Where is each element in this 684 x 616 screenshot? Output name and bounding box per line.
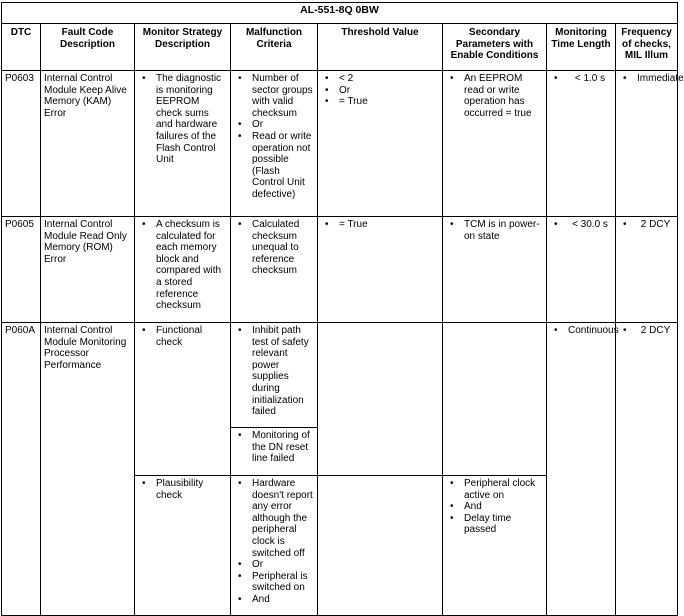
- dtc-code: P060A: [2, 323, 41, 616]
- list-item: • A checksum is calculated for each memory block and compared with a stored reference checksum: [138, 219, 227, 312]
- table-row: [2, 323, 678, 428]
- list-item: • < 1.0 s: [550, 73, 612, 85]
- header-monitor-strategy: Monitor Strategy Description: [135, 24, 231, 71]
- list-item: • Or: [234, 559, 314, 571]
- threshold-value: [318, 323, 443, 476]
- table-row: [2, 71, 678, 217]
- list-item: • Plausibility check: [138, 478, 227, 501]
- header-threshold-value: Threshold Value: [318, 24, 443, 71]
- list-item: • Immediate: [619, 73, 674, 85]
- list-item: • Or: [321, 85, 439, 97]
- list-item: • < 2: [321, 73, 439, 85]
- list-item: • Inhibit path test of safety relevant power supplies during initialization failed: [234, 325, 314, 418]
- list-item: • An EEPROM read or write operation has occurred = true: [446, 73, 543, 119]
- list-item: • = True: [321, 96, 439, 108]
- table-title: AL-551-8Q 0BW: [2, 3, 678, 24]
- list-item: • Functional check: [138, 325, 227, 348]
- header-monitoring-time: Monitoring Time Length: [547, 24, 616, 71]
- list-item: • = True: [321, 219, 439, 231]
- monitor-strategy: [135, 217, 231, 323]
- header-dtc: DTC: [2, 24, 41, 71]
- fault-description: Internal Control Module Read Only Memory (ROM) Error: [41, 217, 135, 323]
- monitoring-time: [547, 71, 616, 217]
- list-item: • TCM is in power-on state: [446, 219, 543, 242]
- threshold-value: [318, 476, 443, 616]
- secondary-parameters: [443, 71, 547, 217]
- frequency: [616, 323, 678, 616]
- list-item: • Hardware doesn't report any error although the peripheral clock is switched off: [234, 478, 314, 559]
- list-item: • Peripheral clock active on: [446, 478, 543, 501]
- monitor-strategy: [135, 71, 231, 217]
- list-item: • 2 DCY: [619, 219, 674, 231]
- list-item: • Continuous: [550, 325, 612, 337]
- header-malfunction-criteria: Malfunction Criteria: [231, 24, 318, 71]
- fault-description: Internal Control Module Monitoring Processor Performance: [41, 323, 135, 616]
- header-secondary-parameters: Secondary Parameters with Enable Conditions: [443, 24, 547, 71]
- monitor-strategy: [135, 323, 231, 476]
- list-item: • < 30.0 s: [550, 219, 612, 231]
- list-item: • Peripheral is switched on: [234, 571, 314, 594]
- dtc-table: [1, 2, 684, 616]
- malfunction-criteria: [231, 323, 318, 428]
- list-item: • Monitoring of the DN reset line failed: [234, 430, 314, 465]
- secondary-parameters: [443, 476, 547, 616]
- list-item: • Delay time passed: [446, 513, 543, 536]
- monitoring-time: [547, 323, 619, 616]
- list-item: • Read or write operation not possible (Flash Control Unit defective): [234, 131, 314, 201]
- list-item: • 2 DCY: [619, 325, 674, 337]
- header-frequency: Frequency of checks, MIL Illum: [616, 24, 678, 71]
- malfunction-criteria: [231, 428, 318, 476]
- list-item: • Calculated checksum unequal to reference checksum: [234, 219, 314, 277]
- list-item: • Or: [234, 119, 314, 131]
- secondary-parameters: [443, 217, 547, 323]
- malfunction-criteria: [231, 71, 318, 217]
- monitor-strategy: [135, 476, 231, 616]
- threshold-value: [318, 71, 443, 217]
- dtc-code: P0605: [2, 217, 41, 323]
- header-fault-code-description: Fault Code Description: [41, 24, 135, 71]
- list-item: • And: [446, 501, 543, 513]
- frequency: [616, 71, 684, 217]
- list-item: • Number of sector groups with valid checksum: [234, 73, 314, 119]
- fault-description: Internal Control Module Keep Alive Memory (KAM) Error: [41, 71, 135, 217]
- malfunction-criteria: [231, 217, 318, 323]
- threshold-value: [318, 217, 443, 323]
- secondary-parameters: [443, 323, 547, 476]
- malfunction-criteria: [231, 476, 318, 616]
- monitoring-time: [547, 217, 616, 323]
- list-item: • The diagnostic is monitoring EEPROM check sums and hardware failures of the Flash Control Unit: [138, 73, 227, 166]
- table-row: [2, 217, 678, 323]
- dtc-code: P0603: [2, 71, 41, 217]
- frequency: [616, 217, 678, 323]
- list-item: • And: [234, 594, 314, 606]
